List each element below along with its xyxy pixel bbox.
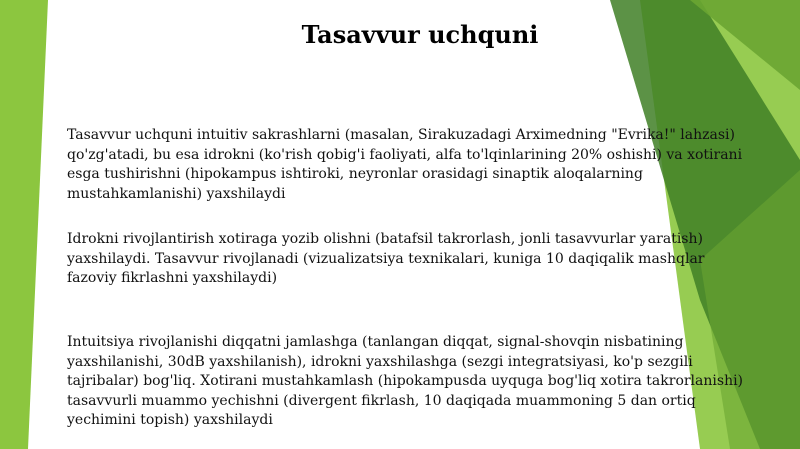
paragraph-1: Tasavvur uchquni intuitiv sakrashlarni (masalan, Sirakuzadagi Arximedning "Evrika!" lahzasi) qo'zg'atadi, bu esa idrokni (ko'rish qobig'i faoliyati, alfa to'lqinlarining 20% oshishi) va xotirani esga tushirishni (hipokampus ishtiroki, neyronlar orasidagi sinaptik aloqalarning mustahkamlanishi) yaxshilaydi	[67, 127, 743, 202]
slide-title: Tasavvur uchquni	[301, 20, 539, 49]
paragraph-3: Intuitsiya rivojlanishi diqqatni jamlashga (tanlangan diqqat, signal-shovqin nisbatining yaxshilanishi, 30dB yaxshilanish), idrokni yaxshilashga (sezgi integratsiyasi, ko'p sezgili tajribalar) bog'liq. Xotirani mustahkamlash (hipokampusda uyquga bog'liq xotira takrorlanishi) tasavvurli muammo yechishni (divergent fikrlash, 10 daqiqada muammoning 5 dan ortiq yechimini topish) yaxshilaydi	[67, 334, 744, 428]
paragraph-2: Idrokni rivojlantirish xotiraga yozib olishni (batafsil takrorlash, jonli tasavvurlar yaratish) yaxshilaydi. Tasavvur rivojlanadi (vizualizatsiya texnikalari, kuniga 10 daqiqalik mashqlar fazoviy fikrlashni yaxshilaydi)	[67, 231, 705, 286]
left-green-stripe	[0, 0, 48, 449]
